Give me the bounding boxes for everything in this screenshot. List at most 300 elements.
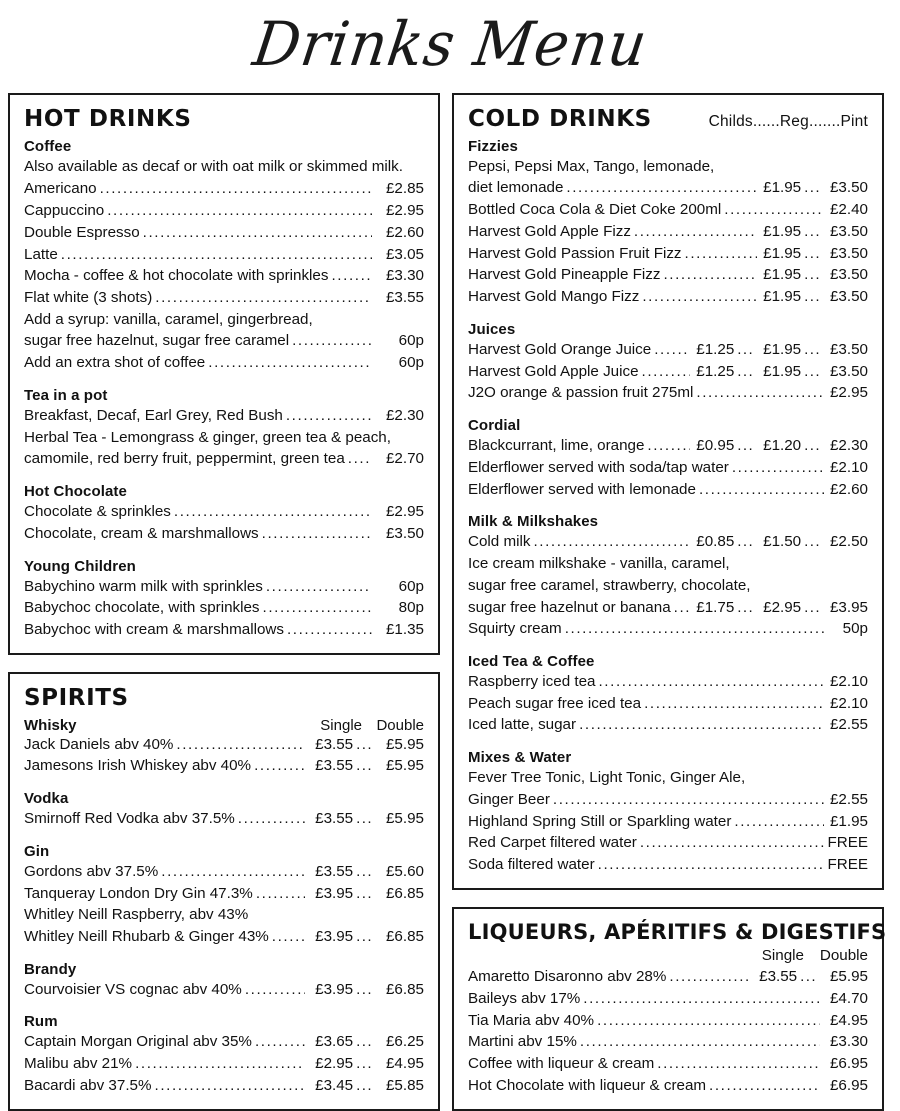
menu-item-row <box>468 286 868 308</box>
price-separator: ... <box>737 437 755 455</box>
item-name: Soda filtered water <box>468 856 595 874</box>
menu-item-row <box>24 501 424 523</box>
menu-item-row <box>468 1053 868 1075</box>
item-name: Courvoisier VS cognac abv 40% <box>24 980 242 998</box>
cold-drinks-header <box>468 105 868 134</box>
menu-item-row <box>24 1075 424 1097</box>
panel-cold-drinks <box>452 93 884 890</box>
item-name: Latte <box>24 245 58 263</box>
dot-leader <box>158 861 305 883</box>
item-price-single: £3.55 <box>315 862 354 880</box>
dot-leader <box>576 714 824 736</box>
group-heading-milk-milkshakes: Milk & Milkshakes <box>468 513 599 531</box>
dot-leader <box>671 597 691 619</box>
item-price-double: £5.95 <box>829 968 868 986</box>
item-price-pint: £1.95 <box>829 812 868 830</box>
menu-title-banner <box>0 0 900 88</box>
item-price-childs: £2.10 <box>829 694 868 712</box>
item-price: £2.30 <box>385 406 424 424</box>
dot-leader <box>562 618 824 640</box>
item-name: Squirty cream <box>468 620 562 638</box>
item-name: Whitley Neill Rhubarb & Ginger 43% <box>24 927 269 945</box>
item-price-double: £4.95 <box>385 1055 424 1073</box>
dot-leader <box>594 1010 820 1032</box>
item-name: Tanqueray London Dry Gin 47.3% <box>24 884 253 902</box>
item-name: camomile, red berry fruit, peppermint, green tea <box>24 450 345 468</box>
cold-drinks-size-columns: Childs......Reg.......Pint <box>708 113 868 130</box>
menu-item-row <box>468 457 868 479</box>
group-heading-hot-chocolate: Hot Chocolate <box>24 483 127 501</box>
price-separator: ... <box>356 735 373 753</box>
menu-item-row <box>24 405 424 427</box>
menu-item-row <box>24 808 424 830</box>
dot-leader <box>729 457 824 479</box>
price-separator: ... <box>737 598 755 616</box>
menu-item-row <box>468 199 868 221</box>
menu-item-row <box>24 222 424 244</box>
menu-item-row <box>468 243 868 265</box>
item-price-double: £6.95 <box>829 1076 868 1094</box>
menu-body <box>0 88 900 1111</box>
left-column <box>8 93 440 1111</box>
item-price-pint: £3.50 <box>829 222 868 240</box>
dot-leader <box>132 1053 305 1075</box>
item-name: Cold milk <box>468 533 531 551</box>
dot-leader <box>577 1031 820 1053</box>
menu-item-row <box>24 883 424 905</box>
item-price-pint: £3.95 <box>829 598 868 616</box>
item-price-childs: £1.75 <box>696 598 735 616</box>
dot-leader <box>173 734 305 756</box>
item-name: Harvest Gold Pineapple Fizz <box>468 266 661 284</box>
item-price-pint: £3.50 <box>829 179 868 197</box>
price-separator: ... <box>804 288 821 306</box>
item-price-reg: £1.95 <box>763 362 802 380</box>
menu-item-row <box>468 382 868 404</box>
item-name: Harvest Gold Mango Fizz <box>468 288 640 306</box>
item-price: 60p <box>398 332 424 350</box>
group-heading-cordial: Cordial <box>468 417 521 435</box>
item-price: £3.30 <box>385 267 424 285</box>
menu-item-row <box>468 693 868 715</box>
item-name: Add an extra shot of coffee <box>24 354 206 372</box>
group-heading-rum: Rum <box>24 1013 58 1031</box>
dot-leader <box>563 177 757 199</box>
price-separator: ... <box>804 533 821 551</box>
dot-leader <box>328 265 372 287</box>
dot-leader <box>693 382 824 404</box>
item-price: £3.05 <box>385 245 424 263</box>
hot-drinks-groups <box>24 138 424 641</box>
dot-leader <box>530 531 690 553</box>
item-price-single: £3.45 <box>315 1076 354 1094</box>
item-name: Jamesons Irish Whiskey abv 40% <box>24 757 252 775</box>
item-name: Raspberry iced tea <box>468 672 596 690</box>
item-name: Elderflower served with lemonade <box>468 480 696 498</box>
menu-item-row <box>24 926 424 948</box>
price-separator: ... <box>737 533 755 551</box>
right-column <box>452 93 887 1111</box>
item-name: Hot Chocolate with liqueur & cream <box>468 1076 707 1094</box>
dot-leader <box>731 811 824 833</box>
item-price-childs: £1.25 <box>696 362 735 380</box>
dot-leader <box>639 361 691 383</box>
menu-item-row <box>468 177 868 199</box>
item-name: Malibu abv 21% <box>24 1055 133 1073</box>
item-price-reg: £1.95 <box>763 244 802 262</box>
item-name: Iced latte, sugar <box>468 716 577 734</box>
dot-leader <box>205 352 372 374</box>
menu-item-row <box>24 755 424 777</box>
item-price-single: £2.95 <box>315 1055 354 1073</box>
dot-leader <box>644 435 690 457</box>
group-heading-juices: Juices <box>468 320 516 338</box>
dot-leader <box>263 576 372 598</box>
item-price-double: £6.85 <box>385 927 424 945</box>
item-price-reg: £1.95 <box>763 340 802 358</box>
price-separator: ... <box>737 362 755 380</box>
price-separator: ... <box>356 980 373 998</box>
menu-item-row <box>24 287 424 309</box>
item-price: 60p <box>398 577 424 595</box>
menu-item-row <box>24 448 424 470</box>
item-name: Bacardi abv 37.5% <box>24 1076 152 1094</box>
spirits-header <box>24 684 424 713</box>
item-price-double: £3.30 <box>829 1033 868 1051</box>
dot-leader <box>97 178 372 200</box>
item-price-childs: £2.95 <box>829 384 868 402</box>
item-price-childs: £2.55 <box>829 716 868 734</box>
menu-item-row <box>24 265 424 287</box>
dot-leader <box>721 199 824 221</box>
item-price-pint: £2.55 <box>829 790 868 808</box>
spirits-single-header: Single <box>320 716 362 734</box>
cold-drinks-groups <box>468 138 868 876</box>
dot-leader <box>269 926 305 948</box>
spirits-title: SPIRITS <box>24 684 129 711</box>
item-price: £1.35 <box>385 621 424 639</box>
item-name: Highland Spring Still or Sparkling water <box>468 812 732 830</box>
item-name: Harvest Gold Apple Juice <box>468 362 639 380</box>
menu-item-row <box>468 618 868 640</box>
dot-leader <box>251 755 305 777</box>
menu-item-row <box>468 671 868 693</box>
price-separator: ... <box>804 340 821 358</box>
item-price-double: £5.95 <box>385 810 424 828</box>
item-price-reg: £2.95 <box>763 598 802 616</box>
menu-item-row <box>468 988 868 1010</box>
dot-leader <box>660 264 757 286</box>
item-price-reg: £2.40 <box>829 201 868 219</box>
price-separator: ... <box>804 179 821 197</box>
item-continuation-line: Herbal Tea - Lemongrass & ginger, green tea & peach, <box>24 428 391 446</box>
price-separator: ... <box>356 927 373 945</box>
dot-leader <box>171 501 372 523</box>
menu-item-row <box>24 576 424 598</box>
dot-leader <box>283 405 372 427</box>
menu-item-row <box>468 854 868 876</box>
item-price-pint: £3.50 <box>829 340 868 358</box>
item-price-reg: £1.50 <box>763 533 802 551</box>
item-name: Elderflower served with soda/tap water <box>468 458 729 476</box>
item-price-pint: £3.50 <box>829 288 868 306</box>
price-separator: ... <box>804 437 821 455</box>
price-separator: ... <box>356 1076 373 1094</box>
item-price-single: £3.95 <box>315 927 354 945</box>
item-name: Bottled Coca Cola & Diet Coke 200ml <box>468 201 722 219</box>
menu-item-row <box>24 597 424 619</box>
dot-leader <box>140 222 372 244</box>
menu-item-row <box>24 1053 424 1075</box>
dot-leader <box>260 597 372 619</box>
spirits-groups <box>24 717 424 1097</box>
dot-leader <box>345 448 372 470</box>
group-heading-vodka: Vodka <box>24 790 69 808</box>
spirits-column-headers <box>24 717 424 734</box>
item-name: Amaretto Disaronno abv 28% <box>468 968 667 986</box>
dot-leader <box>152 287 372 309</box>
dot-leader <box>259 523 372 545</box>
price-separator: ... <box>356 862 373 880</box>
dot-leader <box>242 979 305 1001</box>
liqueurs-header <box>468 919 887 945</box>
price-separator: ... <box>737 340 755 358</box>
item-name: Breakfast, Decaf, Earl Grey, Red Bush <box>24 406 283 424</box>
item-name: Coffee with liqueur & cream <box>468 1055 655 1073</box>
item-price-double: £5.85 <box>385 1076 424 1094</box>
group-note: Also available as decaf or with oat milk or skimmed milk. <box>24 157 403 175</box>
liqueurs-title: LIQUEURS, APÉRITIFS & DIGESTIFS <box>468 919 887 944</box>
item-name: Whitley Neill Raspberry, abv 43% <box>24 906 249 924</box>
dot-leader <box>631 221 757 243</box>
item-price: 60p <box>398 354 424 372</box>
item-price-reg: £1.95 <box>763 222 802 240</box>
item-name: Ginger Beer <box>468 790 550 808</box>
dot-leader <box>104 200 372 222</box>
menu-item-row <box>24 619 424 641</box>
item-price-pint: FREE <box>827 834 868 852</box>
item-price-double: £5.95 <box>385 735 424 753</box>
item-price-childs: £0.85 <box>696 533 735 551</box>
price-separator: ... <box>804 598 821 616</box>
item-price-single: £3.95 <box>315 980 354 998</box>
item-name: Chocolate & sprinkles <box>24 503 171 521</box>
item-price-reg: £1.20 <box>763 437 802 455</box>
panel-spirits <box>8 672 440 1111</box>
dot-leader <box>580 988 820 1010</box>
group-heading-tea-in-a-pot: Tea in a pot <box>24 386 108 404</box>
liqueurs-column-headers <box>468 947 868 964</box>
price-separator: ... <box>804 362 821 380</box>
group-heading-brandy: Brandy <box>24 960 77 978</box>
item-price-double: £6.95 <box>829 1055 868 1073</box>
menu-item-row <box>468 361 868 383</box>
item-continuation-line: Fever Tree Tonic, Light Tonic, Ginger Ale, <box>468 769 746 787</box>
menu-item-row <box>24 330 424 352</box>
item-price-pint: £3.50 <box>829 362 868 380</box>
menu-item-row <box>468 1031 868 1053</box>
item-price-double: £4.70 <box>829 989 868 1007</box>
item-name: Blackcurrant, lime, orange <box>468 437 645 455</box>
dot-leader <box>595 671 824 693</box>
group-heading-coffee: Coffee <box>24 137 72 155</box>
liqueurs-double-header: Double <box>819 947 868 965</box>
price-separator: ... <box>356 1055 373 1073</box>
item-price-pint: FREE <box>827 856 868 874</box>
item-price-single: £3.95 <box>315 884 354 902</box>
item-name: Babychoc chocolate, with sprinkles <box>24 599 260 617</box>
item-price: £2.60 <box>385 223 424 241</box>
group-heading-gin: Gin <box>24 842 50 860</box>
item-name: Gordons abv 37.5% <box>24 862 159 880</box>
price-separator: ... <box>356 884 373 902</box>
dot-leader <box>253 883 305 905</box>
price-separator: ... <box>804 266 821 284</box>
menu-item-row <box>468 479 868 501</box>
group-heading-mixes-water: Mixes & Water <box>468 749 572 767</box>
menu-item-row <box>468 435 868 457</box>
dot-leader <box>289 330 372 352</box>
item-name: Baileys abv 17% <box>468 989 581 1007</box>
price-separator: ... <box>804 222 821 240</box>
page-title: Drinks Menu <box>248 8 652 80</box>
dot-leader <box>152 1075 306 1097</box>
item-price-childs: £2.10 <box>829 458 868 476</box>
menu-item-row <box>468 264 868 286</box>
item-price-pint: £2.30 <box>829 437 868 455</box>
item-price-single: £3.65 <box>315 1033 354 1051</box>
dot-leader <box>58 244 372 266</box>
item-name: Martini abv 15% <box>468 1033 577 1051</box>
item-name: Red Carpet filtered water <box>468 834 637 852</box>
price-separator: ... <box>356 810 373 828</box>
item-price-reg: 50p <box>842 620 868 638</box>
item-name: Cappuccino <box>24 202 105 220</box>
menu-item-row <box>468 714 868 736</box>
dot-leader <box>235 808 305 830</box>
group-heading-young-children: Young Children <box>24 557 136 575</box>
panel-hot-drinks <box>8 93 440 655</box>
item-name: sugar free hazelnut, sugar free caramel <box>24 332 290 350</box>
menu-item-row <box>24 734 424 756</box>
item-price: £3.50 <box>385 524 424 542</box>
dot-leader <box>651 339 690 361</box>
item-price: £2.70 <box>385 450 424 468</box>
item-name: Jack Daniels abv 40% <box>24 735 174 753</box>
menu-item-row <box>468 832 868 854</box>
item-price-childs: £2.60 <box>829 480 868 498</box>
item-price-single: £3.55 <box>315 757 354 775</box>
dot-leader <box>696 479 824 501</box>
item-name: Mocha - coffee & hot chocolate with sprinkles <box>24 267 329 285</box>
menu-item-row <box>468 597 868 619</box>
price-separator: ... <box>804 244 821 262</box>
item-price-childs: £1.25 <box>696 340 735 358</box>
item-price-double: £5.95 <box>385 757 424 775</box>
item-price-single: £3.55 <box>315 810 354 828</box>
menu-item-row <box>468 789 868 811</box>
menu-item-row <box>24 244 424 266</box>
item-price-double: £6.25 <box>385 1033 424 1051</box>
item-price-double: £6.85 <box>385 980 424 998</box>
dot-leader <box>550 789 824 811</box>
item-price-reg: £1.95 <box>763 288 802 306</box>
item-price-pint: £3.50 <box>829 266 868 284</box>
menu-item-row <box>24 200 424 222</box>
group-heading-iced-tea-coffee: Iced Tea & Coffee <box>468 652 595 670</box>
menu-item-row <box>24 352 424 374</box>
dot-leader <box>666 966 749 988</box>
price-separator: ... <box>800 968 817 986</box>
item-name: Chocolate, cream & marshmallows <box>24 524 259 542</box>
item-price-pint: £2.50 <box>829 533 868 551</box>
item-continuation-line: Add a syrup: vanilla, caramel, gingerbread, <box>24 310 313 328</box>
price-separator: ... <box>356 757 373 775</box>
item-price-pint: £3.50 <box>829 244 868 262</box>
item-name: Americano <box>24 180 97 198</box>
item-continuation-line: Ice cream milkshake - vanilla, caramel, <box>468 555 730 573</box>
item-price-double: £5.60 <box>385 862 424 880</box>
item-name: Tia Maria abv 40% <box>468 1011 595 1029</box>
liqueurs-items <box>468 966 868 1096</box>
menu-item-row <box>24 904 424 926</box>
price-separator: ... <box>356 1033 373 1051</box>
item-price-reg: £1.95 <box>763 266 802 284</box>
item-name: Captain Morgan Original abv 35% <box>24 1033 252 1051</box>
item-name: Harvest Gold Passion Fruit Fizz <box>468 244 682 262</box>
menu-item-row <box>468 966 868 988</box>
menu-item-row <box>468 339 868 361</box>
item-name: sugar free hazelnut or banana <box>468 598 671 616</box>
dot-leader <box>284 619 372 641</box>
dot-leader <box>682 243 758 265</box>
item-name: Double Espresso <box>24 223 140 241</box>
dot-leader <box>639 286 757 308</box>
item-price: £2.95 <box>385 202 424 220</box>
item-continuation-line: sugar free caramel, strawberry, chocolate, <box>468 576 751 594</box>
item-name: Babychoc with cream & marshmallows <box>24 621 284 639</box>
item-price: £2.85 <box>385 180 424 198</box>
item-price: £2.95 <box>385 503 424 521</box>
item-price-single: £3.55 <box>759 968 798 986</box>
dot-leader <box>706 1075 820 1097</box>
item-price-childs: £0.95 <box>696 437 735 455</box>
dot-leader <box>252 1031 305 1053</box>
menu-item-row <box>468 1010 868 1032</box>
item-name: Smirnoff Red Vodka abv 37.5% <box>24 810 235 828</box>
dot-leader <box>595 854 824 876</box>
menu-item-row <box>468 1075 868 1097</box>
item-name: Babychino warm milk with sprinkles <box>24 577 263 595</box>
item-name: J2O orange & passion fruit 275ml <box>468 384 694 402</box>
item-name: Flat white (3 shots) <box>24 289 153 306</box>
menu-item-row <box>24 178 424 200</box>
menu-item-row <box>24 1031 424 1053</box>
dot-leader <box>637 832 824 854</box>
group-heading-fizzies: Fizzies <box>468 137 518 155</box>
dot-leader <box>654 1053 820 1075</box>
menu-item-row <box>468 221 868 243</box>
menu-item-row <box>24 979 424 1001</box>
item-name: Harvest Gold Apple Fizz <box>468 222 631 240</box>
item-name: diet lemonade <box>468 179 564 197</box>
item-name: Peach sugar free iced tea <box>468 694 642 712</box>
spirits-double-header: Double <box>376 716 424 734</box>
menu-item-row <box>24 861 424 883</box>
liqueurs-single-header: Single <box>761 947 804 965</box>
item-price-double: £4.95 <box>829 1011 868 1029</box>
hot-drinks-header <box>24 105 424 134</box>
